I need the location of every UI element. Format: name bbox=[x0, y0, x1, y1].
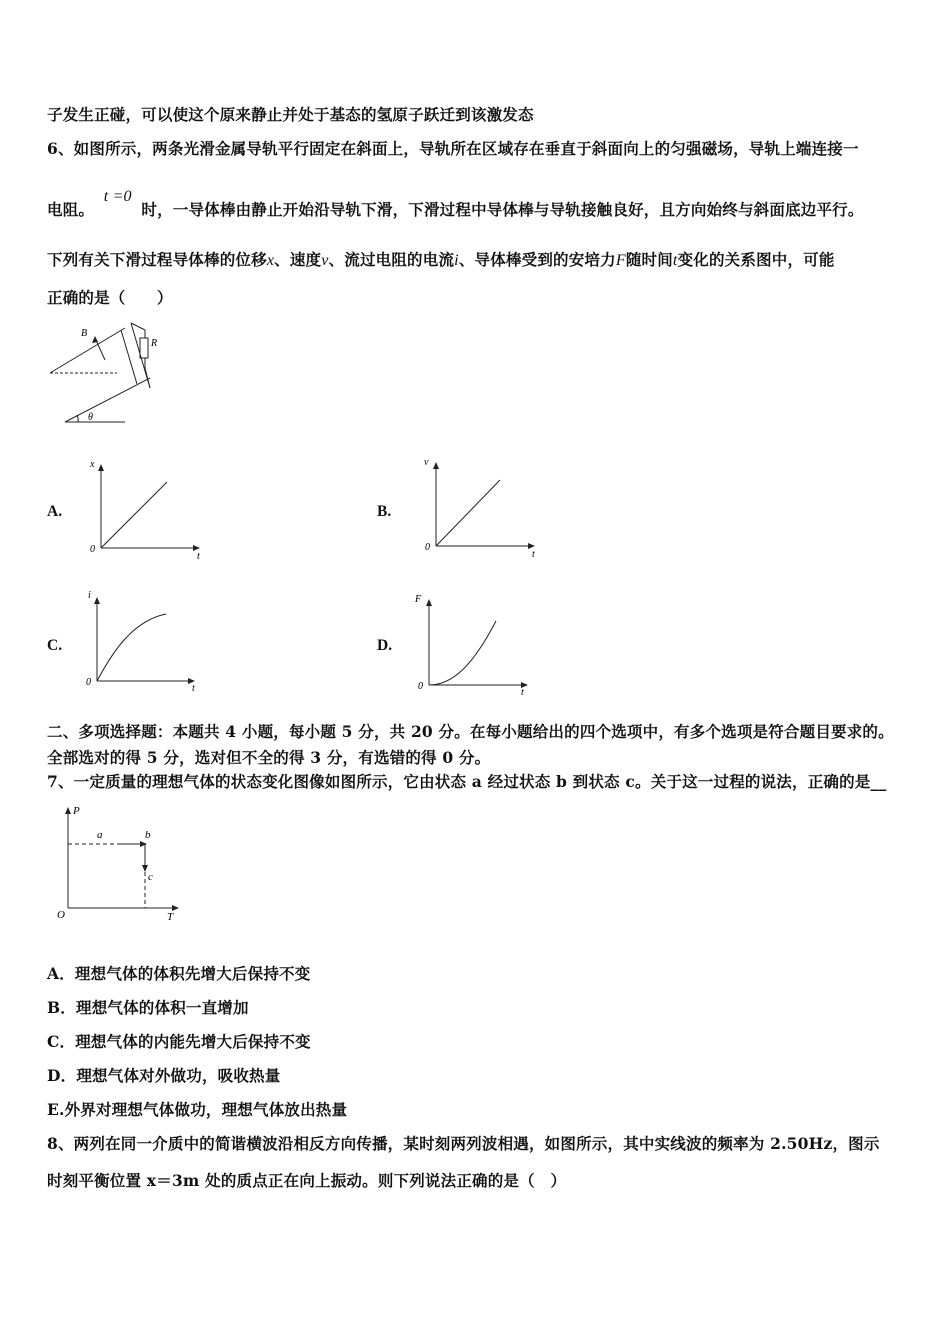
origin-label: 0 bbox=[418, 681, 423, 692]
option-a-label: A. bbox=[47, 503, 63, 520]
math-t0: t =0 bbox=[103, 188, 132, 205]
axis-y-label: i bbox=[88, 590, 91, 601]
text-span: 电阻。 bbox=[47, 200, 95, 219]
text-line-1: 子发生正碰，可以使这个原来静止并处于基态的氢原子跃迁到该激发态 bbox=[47, 105, 534, 124]
axis-y-label: x bbox=[90, 459, 95, 470]
rail-inner bbox=[121, 330, 137, 384]
resistor bbox=[140, 338, 148, 358]
axis-y-label: v bbox=[424, 457, 429, 468]
slope-base bbox=[65, 378, 150, 422]
label-b: b bbox=[145, 829, 151, 841]
q7-option-e: E.外界对理想气体做功，理想气体放出热量 bbox=[47, 1100, 348, 1119]
graph-F-t bbox=[413, 590, 538, 698]
axis-x-label: t bbox=[197, 551, 200, 560]
q7-option-a: A．理想气体的体积先增大后保持不变 bbox=[47, 964, 311, 983]
text-span: 下列有关下滑过程导体棒的位移 bbox=[47, 250, 267, 269]
text-span: 时，一导体棒由静止开始沿导轨下滑，下滑过程中导体棒与导轨接触良好，且方向始终与斜面底边平行。 bbox=[141, 200, 864, 219]
graph-i-t bbox=[82, 588, 207, 693]
question-8-line-2: 时刻平衡位置 x＝3m 处的质点正在向上振动。则下列说法正确的是（ ） bbox=[47, 1171, 567, 1190]
math-i: i bbox=[454, 252, 459, 269]
p-t-figure bbox=[55, 800, 185, 922]
question-6-line-4: 正确的是（ ） bbox=[47, 288, 173, 307]
graph-curve bbox=[429, 621, 496, 685]
graph-curve bbox=[436, 480, 500, 546]
incline-figure bbox=[45, 318, 175, 428]
math-v: v bbox=[321, 252, 329, 269]
question-8-line-1: 8、两列在同一介质中的简谐横波沿相反方向传播，某时刻两列波相遇，如图所示，其中实线波的频率为 2.50Hz，图示 bbox=[47, 1134, 880, 1153]
graph-v-t bbox=[420, 453, 545, 558]
origin-label: 0 bbox=[90, 544, 95, 555]
graph-curve bbox=[101, 482, 167, 548]
question-6-line-3 bbox=[47, 248, 835, 270]
option-c-label: C. bbox=[47, 637, 63, 654]
text-span: 、导体棒受到的安培力 bbox=[458, 250, 616, 269]
text-span: 、流过电阻的电流 bbox=[328, 250, 455, 269]
axis-x-label: t bbox=[521, 687, 524, 698]
label-a: a bbox=[97, 829, 103, 841]
text-span: 随时间 bbox=[625, 250, 673, 269]
section-2-heading: 二、多项选择题：本题共 4 小题，每小题 5 分，共 20 分。在每小题给出的四个选项中，有多个选项是符合题目要求的。 bbox=[47, 722, 894, 741]
math-x: x bbox=[266, 252, 275, 269]
text-span: 变化的关系图中，可能 bbox=[677, 250, 835, 269]
label-theta: θ bbox=[88, 412, 93, 423]
axis-x-label: t bbox=[532, 549, 535, 558]
option-b-label: B. bbox=[377, 503, 392, 520]
label-O: O bbox=[57, 909, 65, 921]
question-6-line-1: 6、如图所示，两条光滑金属导轨平行固定在斜面上，导轨所在区域存在垂直于斜面向上的匀强磁场，导轨上端连接一 bbox=[47, 139, 859, 158]
q7-option-c: C．理想气体的内能先增大后保持不变 bbox=[47, 1032, 311, 1051]
section-2-scoring: 全部选对的得 5 分，选对但不全的得 3 分，有选错的得 0 分。 bbox=[47, 748, 491, 767]
q7-option-d: D．理想气体对外做功，吸收热量 bbox=[47, 1066, 281, 1085]
q7-option-b: B．理想气体的体积一直增加 bbox=[47, 998, 249, 1017]
math-F: F bbox=[615, 252, 626, 269]
option-d-label: D. bbox=[377, 637, 393, 654]
label-B: B bbox=[81, 328, 88, 339]
axis-x-label: t bbox=[192, 683, 195, 693]
label-T: T bbox=[167, 911, 174, 922]
graph-x-t bbox=[85, 455, 210, 560]
label-P: P bbox=[73, 805, 80, 817]
origin-label: 0 bbox=[425, 542, 430, 553]
label-c: c bbox=[148, 871, 153, 883]
origin-label: 0 bbox=[86, 677, 91, 688]
slope-line bbox=[50, 328, 125, 373]
question-7-stem: 7、一定质量的理想气体的状态变化图像如图所示，它由状态 a 经过状态 b 到状态 c。关于这一过程的说法，正确的是__ bbox=[47, 772, 887, 791]
text-span: 、速度 bbox=[274, 250, 322, 269]
graph-curve bbox=[97, 614, 166, 681]
label-R: R bbox=[151, 338, 158, 349]
axis-y-label: F bbox=[415, 594, 422, 605]
question-6-line-2 bbox=[47, 188, 864, 220]
math-t: t bbox=[672, 252, 678, 269]
